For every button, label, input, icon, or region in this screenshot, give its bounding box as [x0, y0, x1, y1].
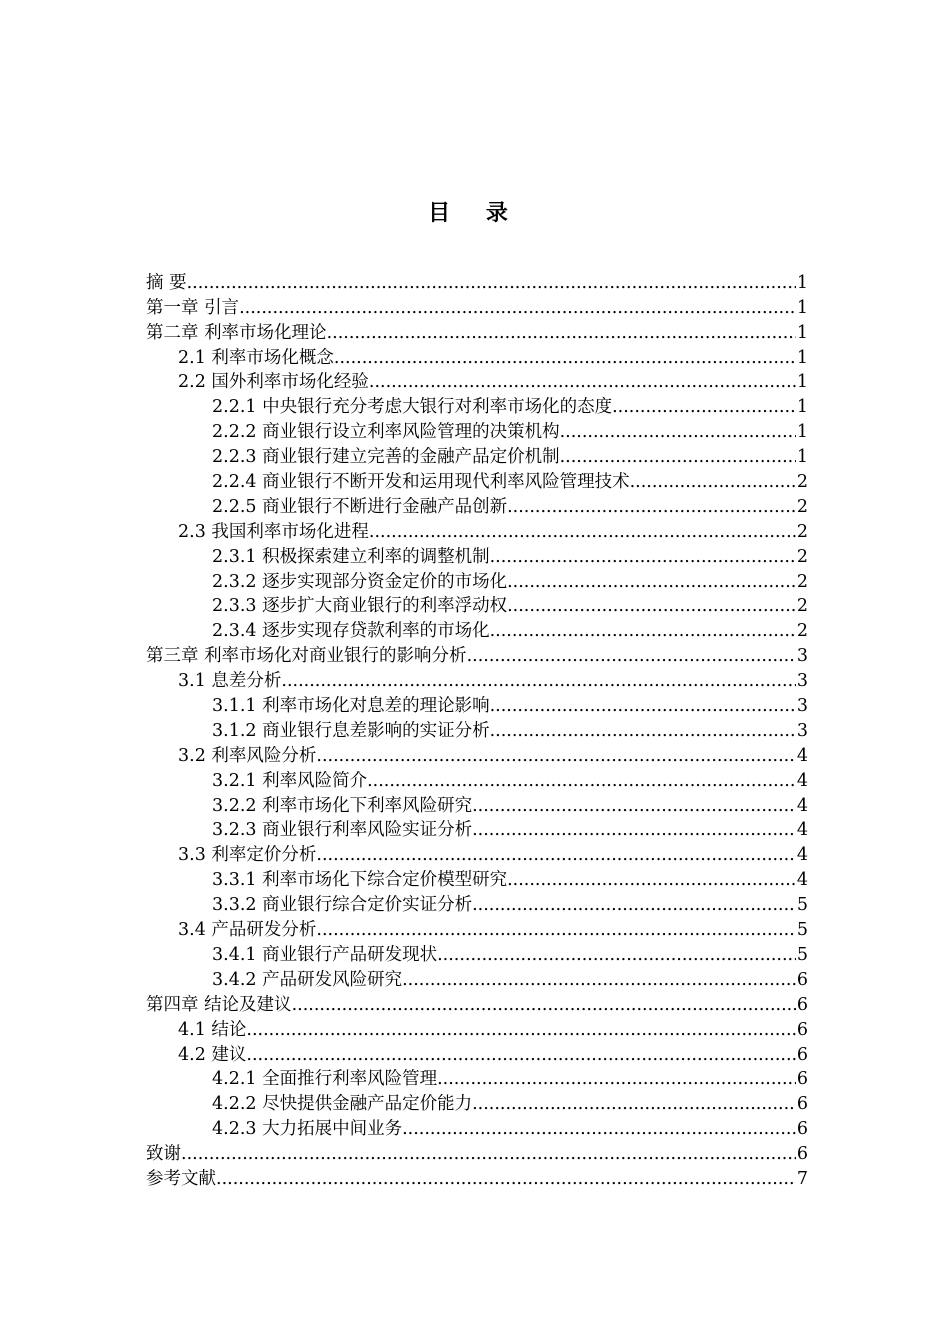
- toc-entry-page: 1: [796, 372, 808, 393]
- toc-leader-dots: [467, 645, 796, 667]
- toc-entry[interactable]: [146, 941, 808, 966]
- toc-entry-title: 4.1 结论: [178, 1019, 247, 1040]
- toc-entry-title: 3.4.1 商业银行产品研发现状: [212, 944, 438, 965]
- toc-entry-page: 1: [796, 422, 808, 443]
- toc-entry-page: 2: [796, 571, 808, 592]
- toc-entry[interactable]: [146, 916, 808, 941]
- toc-entry-title: 2.2 国外利率市场化经验: [178, 372, 369, 393]
- toc-entry[interactable]: [146, 1115, 808, 1140]
- toc-entry[interactable]: [146, 742, 808, 767]
- toc-entry-page: 3: [796, 696, 808, 717]
- toc-entry-page: 6: [796, 1019, 808, 1040]
- toc-leader-dots: [507, 571, 796, 593]
- toc-leader-dots: [181, 1143, 796, 1165]
- toc-entry-title: 3.2.3 商业银行利率风险实证分析: [212, 820, 473, 841]
- toc-leader-dots: [507, 496, 796, 518]
- toc-leader-dots: [334, 347, 796, 369]
- toc-entry-page: 7: [796, 1168, 808, 1189]
- toc-entry-title: 第一章 引言: [146, 297, 240, 318]
- toc-entry-title: 第三章 利率市场化对商业银行的影响分析: [146, 646, 467, 667]
- toc-entry-page: 4: [796, 820, 808, 841]
- toc-entry-page: 6: [796, 1044, 808, 1065]
- toc-leader-dots: [437, 1068, 796, 1090]
- toc-entry[interactable]: [146, 568, 808, 593]
- toc-entry[interactable]: [146, 468, 808, 493]
- toc-entry-page: 4: [796, 745, 808, 766]
- toc-entry-page: 1: [796, 322, 808, 343]
- toc-entry[interactable]: [146, 717, 808, 742]
- toc-entry-page: 2: [796, 546, 808, 567]
- toc-entry[interactable]: [146, 667, 808, 692]
- toc-entry[interactable]: [146, 866, 808, 891]
- toc-entry[interactable]: [146, 294, 808, 319]
- toc-entry-title: 3.4.2 产品研发风险研究: [212, 969, 403, 990]
- toc-entry[interactable]: [146, 443, 808, 468]
- toc-entry-title: 第二章 利率市场化理论: [146, 322, 327, 343]
- toc-entry[interactable]: [146, 1066, 808, 1091]
- toc-entry-title: 第四章 结论及建议: [146, 994, 292, 1015]
- toc-entry-page: 6: [796, 1069, 808, 1090]
- toc-entry-title: 3.1.1 利率市场化对息差的理论影响: [212, 696, 490, 717]
- toc-entry-title: 致谢: [146, 1144, 181, 1165]
- toc-entry[interactable]: [146, 966, 808, 991]
- toc-entry[interactable]: [146, 1016, 808, 1041]
- toc-leader-dots: [612, 396, 796, 418]
- toc-leader-dots: [367, 770, 796, 792]
- toc-entry[interactable]: [146, 344, 808, 369]
- toc-entry-title: 2.2.1 中央银行充分考虑大银行对利率市场化的态度: [212, 397, 613, 418]
- toc-leader-dots: [507, 869, 796, 891]
- toc-entry-title: 2.3.4 逐步实现存贷款利率的市场化: [212, 621, 490, 642]
- toc-entry-page: 1: [796, 347, 808, 368]
- toc-entry-page: 2: [796, 621, 808, 642]
- toc-entry[interactable]: [146, 767, 808, 792]
- toc-leader-dots: [316, 919, 795, 941]
- toc-entry-page: 1: [796, 297, 808, 318]
- toc-leader-dots: [490, 546, 796, 568]
- toc-entry-title: 摘 要: [146, 272, 187, 293]
- toc-leader-dots: [246, 1019, 795, 1041]
- toc-leader-dots: [472, 1093, 796, 1115]
- toc-entry[interactable]: [146, 1165, 808, 1190]
- toc-leader-dots: [216, 1168, 796, 1190]
- toc-entry[interactable]: [146, 617, 808, 642]
- toc-entry[interactable]: [146, 418, 808, 443]
- toc-leader-dots: [281, 670, 795, 692]
- toc-entry-page: 4: [796, 770, 808, 791]
- toc-leader-dots: [507, 595, 796, 617]
- toc-leader-dots: [630, 471, 796, 493]
- toc-entry-title: 4.2.1 全面推行利率风险管理: [212, 1069, 438, 1090]
- toc-entry-title: 2.1 利率市场化概念: [178, 347, 334, 368]
- toc-entry-page: 3: [796, 720, 808, 741]
- toc-entry-title: 3.2.1 利率风险简介: [212, 770, 368, 791]
- toc-entry-page: 3: [796, 671, 808, 692]
- toc-entry-title: 3.2 利率风险分析: [178, 745, 317, 766]
- toc-leader-dots: [369, 371, 796, 393]
- toc-entry-title: 2.3.3 逐步扩大商业银行的利率浮动权: [212, 596, 508, 617]
- toc-entry[interactable]: [146, 319, 808, 344]
- toc-entry-page: 6: [796, 969, 808, 990]
- toc-entry-page: 6: [796, 1144, 808, 1165]
- toc-entry-page: 6: [796, 994, 808, 1015]
- toc-leader-dots: [490, 620, 796, 642]
- toc-entry-page: 2: [796, 596, 808, 617]
- toc-entry-page: 4: [796, 795, 808, 816]
- toc-leader-dots: [327, 322, 796, 344]
- toc-entry-page: 1: [796, 397, 808, 418]
- toc-entry[interactable]: [146, 518, 808, 543]
- toc-entry-page: 2: [796, 472, 808, 493]
- toc-entry[interactable]: [146, 593, 808, 618]
- toc-leader-dots: [490, 720, 796, 742]
- toc-leader-dots: [246, 1044, 795, 1066]
- toc-leader-dots: [560, 421, 796, 443]
- toc-entry-title: 2.2.5 商业银行不断进行金融产品创新: [212, 496, 508, 517]
- toc-entry[interactable]: [146, 1140, 808, 1165]
- toc-entry-page: 5: [796, 895, 808, 916]
- toc-entry[interactable]: [146, 642, 808, 667]
- table-of-contents: [146, 269, 808, 1190]
- toc-entry-title: 2.3.1 积极探索建立利率的调整机制: [212, 546, 490, 567]
- toc-entry-title: 4.2.3 大力拓展中间业务: [212, 1119, 403, 1140]
- toc-entry-title: 2.3 我国利率市场化进程: [178, 521, 369, 542]
- toc-entry[interactable]: [146, 891, 808, 916]
- toc-entry[interactable]: [146, 792, 808, 817]
- toc-entry-page: 4: [796, 845, 808, 866]
- toc-entry[interactable]: [146, 1041, 808, 1066]
- toc-entry-title: 2.2.2 商业银行设立利率风险管理的决策机构: [212, 422, 560, 443]
- toc-leader-dots: [402, 1118, 796, 1140]
- toc-entry[interactable]: [146, 991, 808, 1016]
- toc-entry-page: 1: [796, 447, 808, 468]
- toc-leader-dots: [402, 969, 796, 991]
- toc-entry-title: 3.3.2 商业银行综合定价实证分析: [212, 895, 473, 916]
- toc-entry-page: 6: [796, 1119, 808, 1140]
- page-title: 目 录: [428, 200, 522, 226]
- toc-entry-title: 3.1 息差分析: [178, 671, 282, 692]
- toc-entry-page: 1: [796, 272, 808, 293]
- toc-entry-title: 参考文献: [146, 1168, 216, 1189]
- toc-entry-title: 4.2 建议: [178, 1044, 247, 1065]
- toc-leader-dots: [472, 819, 796, 841]
- toc-entry-title: 3.1.2 商业银行息差影响的实证分析: [212, 720, 490, 741]
- toc-entry-page: 4: [796, 870, 808, 891]
- toc-entry[interactable]: [146, 841, 808, 866]
- toc-entry-title: 3.3 利率定价分析: [178, 845, 317, 866]
- toc-entry[interactable]: [146, 692, 808, 717]
- toc-entry-page: 2: [796, 496, 808, 517]
- toc-entry-title: 3.2.2 利率市场化下利率风险研究: [212, 795, 473, 816]
- toc-entry-page: 5: [796, 920, 808, 941]
- toc-entry[interactable]: [146, 393, 808, 418]
- toc-entry[interactable]: [146, 493, 808, 518]
- toc-entry-page: 6: [796, 1094, 808, 1115]
- toc-entry-title: 3.3.1 利率市场化下综合定价模型研究: [212, 870, 508, 891]
- toc-entry-title: 2.2.4 商业银行不断开发和运用现代利率风险管理技术: [212, 472, 630, 493]
- toc-entry[interactable]: [146, 269, 808, 294]
- toc-leader-dots: [187, 272, 796, 294]
- toc-leader-dots: [490, 695, 796, 717]
- toc-leader-dots: [560, 446, 796, 468]
- toc-leader-dots: [369, 521, 796, 543]
- toc-leader-dots: [316, 844, 795, 866]
- toc-leader-dots: [472, 894, 796, 916]
- toc-leader-dots: [437, 944, 796, 966]
- toc-leader-dots: [292, 994, 796, 1016]
- toc-entry-page: 2: [796, 521, 808, 542]
- toc-entry-title: 4.2.2 尽快提供金融产品定价能力: [212, 1094, 473, 1115]
- toc-leader-dots: [472, 795, 796, 817]
- toc-entry[interactable]: [146, 817, 808, 842]
- toc-entry[interactable]: [146, 543, 808, 568]
- toc-entry[interactable]: [146, 1090, 808, 1115]
- toc-entry-page: 3: [796, 646, 808, 667]
- toc-entry-page: 5: [796, 944, 808, 965]
- toc-leader-dots: [316, 745, 795, 767]
- toc-entry-title: 2.2.3 商业银行建立完善的金融产品定价机制: [212, 447, 560, 468]
- toc-leader-dots: [239, 297, 796, 319]
- toc-entry-title: 2.3.2 逐步实现部分资金定价的市场化: [212, 571, 508, 592]
- toc-entry[interactable]: [146, 369, 808, 394]
- toc-entry-title: 3.4 产品研发分析: [178, 920, 317, 941]
